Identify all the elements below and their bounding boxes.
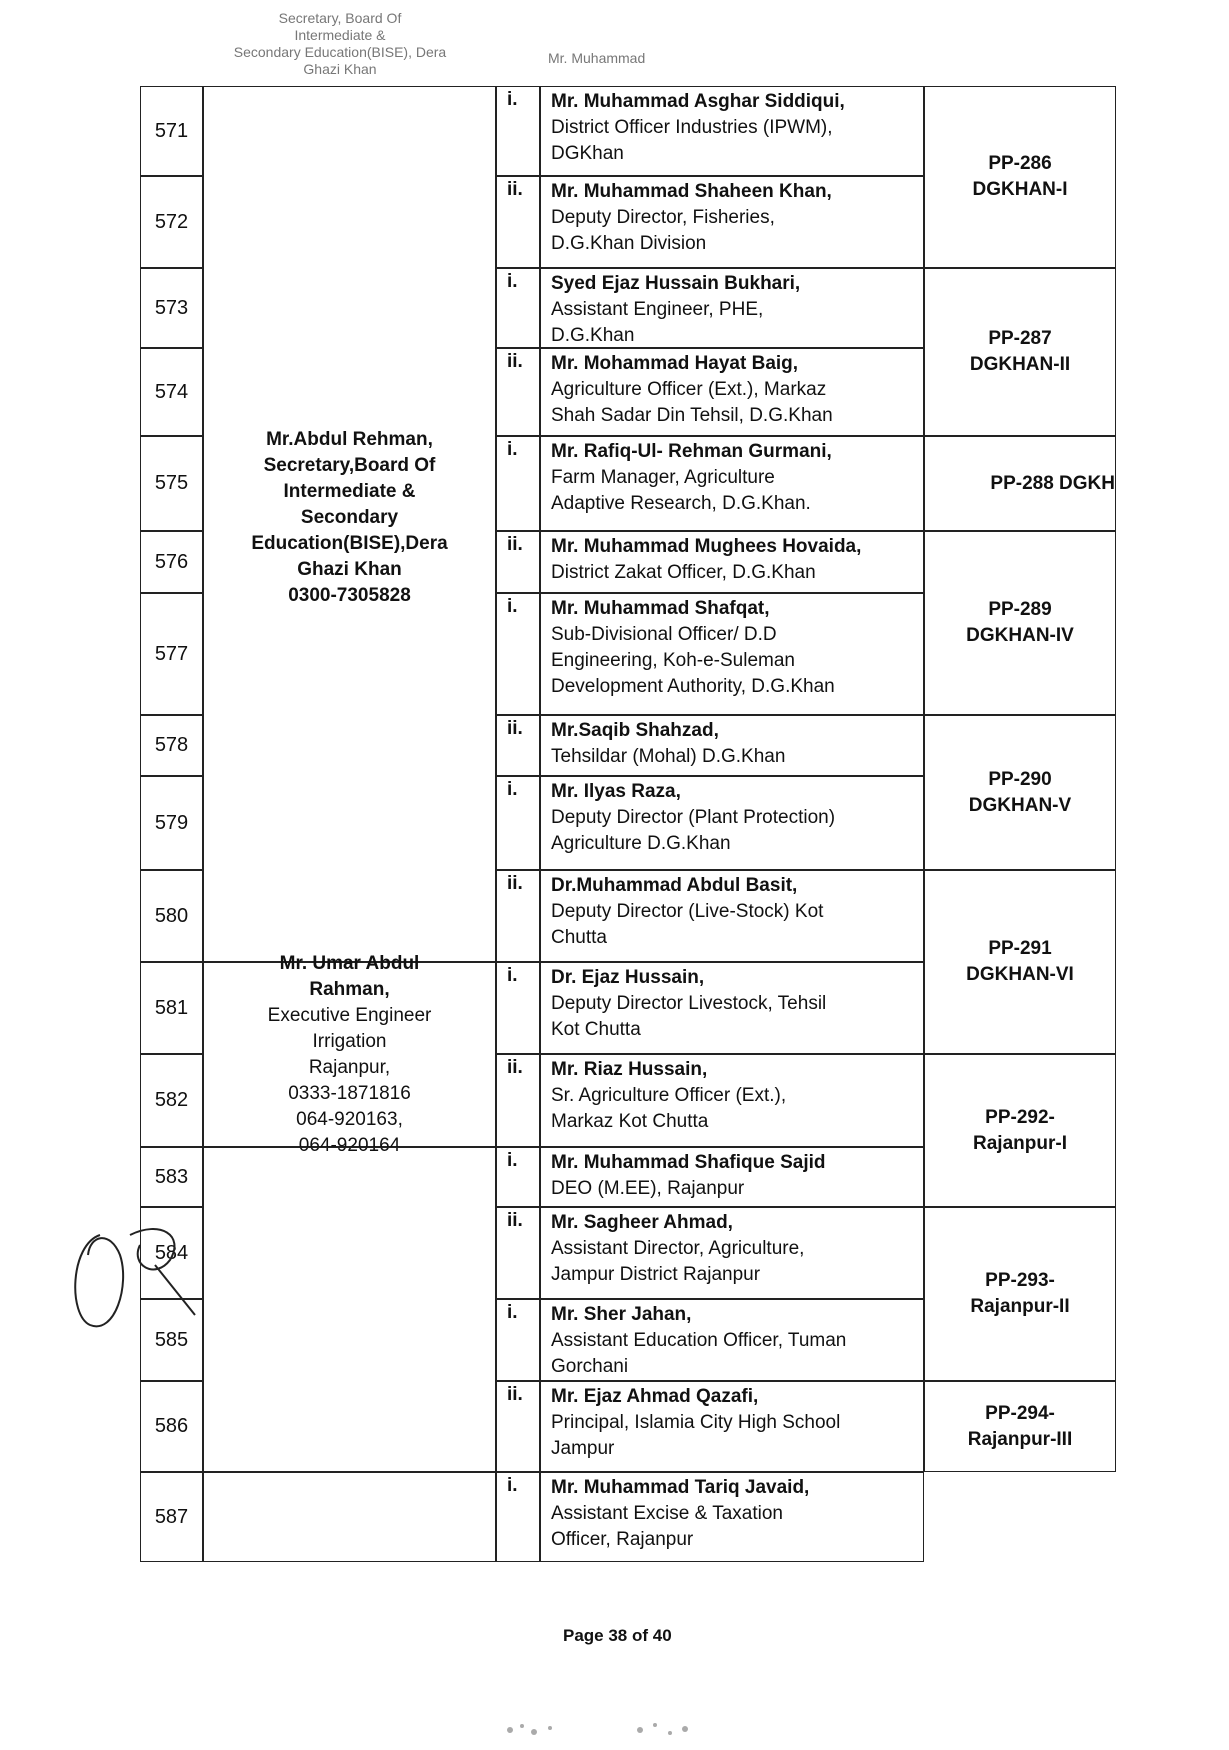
index-label: ii. (507, 534, 523, 555)
constituency-label: PP-293- (985, 1270, 1055, 1291)
page-number: Page 38 of 40 (563, 1626, 672, 1645)
serial-number-cell (140, 176, 203, 268)
serial-number-cell (140, 348, 203, 436)
serial-number-cell (140, 436, 203, 531)
constituency-label: Rajanpur-II (970, 1296, 1070, 1317)
serial-number-cell (140, 715, 203, 776)
constituency-label: PP-286 (988, 153, 1052, 174)
officer-cell (540, 1472, 924, 1562)
serial-number: 584 (154, 1241, 189, 1264)
index-cell (496, 348, 540, 436)
top-fragment-middle (548, 50, 645, 66)
supervisor-name: 0300-7305828 (288, 585, 411, 606)
serial-number-cell (140, 776, 203, 870)
stamp-smudge (470, 1700, 800, 1750)
supervisor-name: Secretary,Board Of (263, 455, 436, 476)
fragment-line: Intermediate & (294, 27, 386, 43)
officer-name: Mr. Muhammad Shafqat, (551, 598, 770, 619)
serial-number-cell (140, 593, 203, 715)
officer-detail: Jampur (551, 1438, 615, 1459)
index-cell (496, 1472, 540, 1562)
officer-cell (540, 715, 924, 776)
officer-cell (540, 962, 924, 1054)
index-cell (496, 1299, 540, 1381)
serial-number: 581 (154, 996, 189, 1019)
officer-detail: Development Authority, D.G.Khan (551, 676, 835, 697)
officer-detail: District Officer Industries (IPWM), (551, 117, 833, 138)
officer-detail: DEO (M.EE), Rajanpur (551, 1178, 745, 1199)
officer-name: Mr. Sher Jahan, (551, 1304, 692, 1325)
constituency-label: Rajanpur-I (973, 1132, 1067, 1154)
officer-cell (540, 1207, 924, 1299)
officer-name: Mr. Muhammad Mughees Hovaida, (551, 536, 862, 557)
officer-detail: Deputy Director Livestock, Tehsil (551, 993, 827, 1014)
index-label: i. (507, 439, 518, 460)
officer-cell (540, 348, 924, 436)
serial-number: 574 (154, 380, 189, 403)
constituency-label: PP-288 DGKH (990, 472, 1115, 494)
officer-detail: Deputy Director (Live-Stock) Kot (551, 901, 824, 922)
supervisor-cell (203, 86, 496, 962)
serial-number-cell (140, 870, 203, 962)
serial-number-cell (140, 962, 203, 1054)
index-cell (496, 176, 540, 268)
constituency-label: Rajanpur-III (967, 1428, 1073, 1450)
officer-detail: Assistant Excise & Taxation (551, 1503, 783, 1524)
officer-name: Mr. Ejaz Ahmad Qazafi, (551, 1386, 759, 1407)
serial-number: 585 (154, 1328, 189, 1351)
officer-name: Mr. Muhammad Shafique Sajid (551, 1152, 826, 1173)
index-label: ii. (507, 873, 523, 894)
index-cell (496, 1054, 540, 1147)
index-label: i. (507, 89, 518, 110)
constituency-label: DGKHAN-II (969, 354, 1071, 375)
serial-number-cell (140, 1054, 203, 1147)
officer-detail: Sub-Divisional Officer/ D.D (551, 624, 777, 645)
officer-detail: Deputy Director (Plant Protection) (551, 807, 836, 828)
constituency-label: DGKHAN-V (968, 794, 1072, 816)
constituency-label: DGKHAN-IV (966, 625, 1074, 646)
serial-number: 580 (154, 904, 189, 927)
officer-name: Dr. Ejaz Hussain, (551, 967, 705, 988)
fragment-line: Secretary, Board Of (278, 10, 402, 26)
officer-detail: Agriculture Officer (Ext.), Markaz (551, 379, 827, 400)
constituency-cell (924, 531, 1116, 715)
officer-detail: Markaz Kot Chutta (551, 1111, 709, 1132)
officer-cell (540, 1299, 924, 1381)
index-cell (496, 1381, 540, 1472)
serial-number-cell (140, 1472, 203, 1562)
index-label: ii. (507, 718, 523, 739)
serial-number: 578 (154, 734, 189, 756)
supervisor-detail: Irrigation (312, 1030, 387, 1052)
index-cell (496, 593, 540, 715)
index-label: ii. (507, 179, 523, 200)
constituency-cell (924, 1207, 1116, 1381)
officer-detail: Kot Chutta (551, 1019, 641, 1040)
officer-detail: D.G.Khan (551, 325, 635, 346)
officer-name: Mr. Sagheer Ahmad, (551, 1212, 733, 1233)
officer-name: Mr. Muhammad Shaheen Khan, (551, 181, 832, 202)
officer-detail: Shah Sadar Din Tehsil, D.G.Khan (551, 405, 833, 426)
officer-cell (540, 1381, 924, 1472)
fragment-line: Secondary Education(BISE), Dera (233, 44, 447, 60)
supervisor-name: Rahman, (309, 978, 390, 1000)
constituency-cell (924, 1381, 1116, 1472)
officer-detail: Agriculture D.G.Khan (551, 833, 731, 854)
officer-name: Mr. Mohammad Hayat Baig, (551, 353, 799, 374)
index-cell (496, 86, 540, 176)
index-cell (496, 776, 540, 870)
serial-number-cell (140, 268, 203, 348)
officer-name: Dr.Muhammad Abdul Basit, (551, 875, 798, 896)
constituency-label: PP-292- (985, 1106, 1055, 1128)
supervisor-name: Mr.Abdul Rehman, (266, 429, 433, 450)
officer-name: Mr. Muhammad Asghar Siddiqui, (551, 91, 845, 112)
index-cell (496, 268, 540, 348)
constituency-label: DGKHAN-I (972, 179, 1068, 200)
officer-detail: DGKhan (551, 143, 624, 164)
index-label: i. (507, 965, 518, 986)
officer-detail: Assistant Education Officer, Tuman Gorchani (551, 1330, 847, 1377)
supervisor-detail: 0333-1871816 (288, 1082, 411, 1104)
officer-cell (540, 776, 924, 870)
index-label: ii. (507, 351, 523, 372)
officer-name: Mr.Saqib Shahzad, (551, 720, 719, 741)
serial-number-cell (140, 86, 203, 176)
officer-detail: Engineering, Koh-e-Suleman (551, 650, 795, 671)
index-label: i. (507, 1150, 518, 1171)
index-label: ii. (507, 1384, 523, 1405)
fragment-line: Mr. Muhammad (548, 50, 646, 66)
officer-detail: District Zakat Officer, D.G.Khan (551, 562, 816, 583)
officer-cell (540, 1054, 924, 1147)
constituency-cell (924, 86, 1116, 268)
supervisor-detail: 064-920163, (296, 1108, 403, 1130)
serial-number: 587 (154, 1505, 189, 1528)
officer-detail: Sr. Agriculture Officer (Ext.), (551, 1085, 787, 1106)
supervisor-name: Mr. Umar Abdul (279, 952, 420, 974)
supervisor-name: Secondary (300, 507, 399, 528)
officer-detail: Assistant Engineer, PHE, (551, 299, 764, 320)
index-label: i. (507, 1302, 518, 1323)
constituency-label: DGKHAN-VI (966, 964, 1074, 985)
officer-cell (540, 593, 924, 715)
officer-name: Mr. Rafiq-Ul- Rehman Gurmani, (551, 441, 832, 462)
officer-cell (540, 268, 924, 348)
serial-number: 582 (154, 1089, 189, 1111)
supervisor-cell (203, 952, 496, 1156)
fragment-line: Ghazi Khan (303, 61, 377, 77)
top-fragment-left (230, 10, 450, 78)
officer-detail: Jampur District Rajanpur (551, 1264, 761, 1285)
serial-number: 586 (154, 1415, 189, 1437)
serial-number: 583 (154, 1165, 189, 1188)
officer-cell (540, 176, 924, 268)
officer-name: Mr. Ilyas Raza, (551, 781, 681, 802)
constituency-cell (924, 1054, 1116, 1207)
index-cell (496, 962, 540, 1054)
officer-detail: Adaptive Research, D.G.Khan. (551, 493, 811, 514)
supervisor-name: Intermediate & (283, 481, 416, 502)
officer-detail: Farm Manager, Agriculture (551, 467, 775, 488)
index-cell (496, 870, 540, 962)
constituency-cell (924, 436, 1116, 531)
supervisor-cell (203, 1147, 496, 1472)
index-label: i. (507, 596, 518, 617)
serial-number-cell (140, 531, 203, 593)
constituency-cell (924, 870, 1116, 1054)
serial-number-cell (140, 1147, 203, 1207)
supervisor-detail: Rajanpur, (308, 1056, 391, 1078)
constituency-cell (924, 715, 1116, 870)
serial-number: 573 (154, 296, 189, 319)
officer-cell (540, 86, 924, 176)
index-cell (496, 1147, 540, 1207)
index-label: i. (507, 1475, 518, 1496)
serial-number: 576 (154, 550, 189, 573)
constituency-label: PP-291 (988, 938, 1052, 959)
officer-detail: Officer, Rajanpur (551, 1529, 694, 1550)
serial-number-cell (140, 1381, 203, 1472)
serial-number: 575 (154, 472, 189, 494)
serial-number: 579 (154, 811, 189, 834)
officer-detail: Assistant Director, Agriculture, (551, 1238, 805, 1259)
constituency-label: PP-289 (988, 599, 1052, 620)
index-label: ii. (507, 1057, 523, 1078)
officer-detail: D.G.Khan Division (551, 233, 707, 254)
constituency-label: PP-294- (985, 1402, 1055, 1424)
officer-name: Syed Ejaz Hussain Bukhari, (551, 273, 801, 294)
officer-detail: Tehsildar (Mohal) D.G.Khan (551, 746, 786, 767)
constituency-cell (924, 268, 1116, 436)
officer-detail: Principal, Islamia City High School (551, 1412, 841, 1433)
serial-number: 572 (154, 210, 189, 233)
officer-cell (540, 870, 924, 962)
officer-detail: Deputy Director, Fisheries, (551, 207, 775, 228)
handwritten-mark (60, 1205, 200, 1345)
index-cell (496, 1207, 540, 1299)
serial-number: 571 (154, 119, 189, 142)
index-cell (496, 715, 540, 776)
officer-name: Mr. Muhammad Tariq Javaid, (551, 1477, 810, 1498)
officer-name: Mr. Riaz Hussain, (551, 1059, 708, 1080)
constituency-label: PP-290 (988, 768, 1052, 790)
officer-cell (540, 531, 924, 593)
index-label: i. (507, 271, 518, 292)
officer-cell (540, 436, 924, 531)
supervisor-cell (203, 1472, 496, 1562)
supervisor-detail: Executive Engineer (267, 1004, 432, 1026)
index-label: ii. (507, 1210, 523, 1231)
constituency-label: PP-287 (988, 328, 1052, 349)
supervisor-name: Education(BISE),Dera (251, 533, 448, 554)
supervisor-detail: 064-920164 (298, 1134, 401, 1156)
officer-detail: Chutta (551, 927, 607, 948)
supervisor-name: Ghazi Khan (297, 559, 402, 580)
index-cell (496, 531, 540, 593)
index-cell (496, 436, 540, 531)
serial-number: 577 (154, 642, 189, 665)
index-label: i. (507, 779, 518, 800)
officer-cell (540, 1147, 924, 1207)
